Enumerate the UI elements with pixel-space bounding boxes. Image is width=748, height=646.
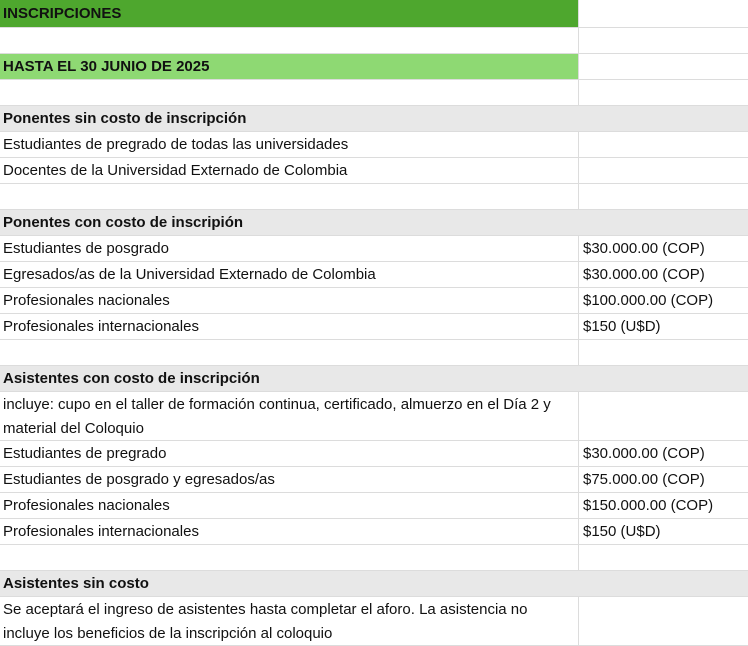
empty-cell[interactable] xyxy=(578,28,748,53)
empty-cell[interactable] xyxy=(578,571,748,596)
section-heading-row[interactable] xyxy=(0,210,748,236)
table-row[interactable] xyxy=(0,314,748,340)
label-cell[interactable]: Profesionales internacionales xyxy=(3,523,199,540)
price-cell[interactable]: $100.000.00 (COP) xyxy=(578,288,748,313)
empty-cell[interactable] xyxy=(578,545,748,570)
title-cell[interactable]: INSCRIPCIONES xyxy=(0,0,578,27)
empty-cell[interactable] xyxy=(0,184,578,209)
section-heading[interactable]: Asistentes sin costo xyxy=(0,571,578,596)
empty-cell[interactable] xyxy=(578,392,748,440)
section-heading[interactable]: Ponentes sin costo de inscripción xyxy=(0,106,578,131)
empty-cell[interactable] xyxy=(0,28,578,53)
empty-cell[interactable] xyxy=(578,597,748,645)
price-cell[interactable]: $30.000.00 (COP) xyxy=(578,441,748,466)
label-cell[interactable]: Estudiantes de pregrado xyxy=(3,445,167,462)
label-cell[interactable]: Profesionales nacionales xyxy=(3,292,170,309)
table-row[interactable] xyxy=(0,493,748,519)
section-heading-row[interactable] xyxy=(0,106,748,132)
deadline-cell[interactable]: HASTA EL 30 JUNIO DE 2025 xyxy=(0,54,578,79)
table-row[interactable] xyxy=(0,288,748,314)
empty-row[interactable] xyxy=(0,80,748,106)
empty-cell[interactable] xyxy=(578,340,748,365)
note-row[interactable] xyxy=(0,392,748,441)
empty-cell[interactable] xyxy=(0,545,578,570)
empty-cell[interactable] xyxy=(578,106,748,131)
empty-cell[interactable] xyxy=(578,184,748,209)
price-cell[interactable]: $30.000.00 (COP) xyxy=(578,262,748,287)
table-row[interactable] xyxy=(0,158,748,184)
empty-row[interactable] xyxy=(0,545,748,571)
table-row[interactable] xyxy=(0,519,748,545)
table-row[interactable] xyxy=(0,262,748,288)
title-row[interactable] xyxy=(0,0,748,28)
table-row[interactable] xyxy=(0,236,748,262)
price-cell[interactable]: $150.000.00 (COP) xyxy=(578,493,748,518)
label-cell[interactable]: Estudiantes de pregrado de todas las universidades xyxy=(3,136,349,153)
label-cell[interactable]: Egresados/as de la Universidad Externado de Colombia xyxy=(3,266,376,283)
section-heading[interactable]: Ponentes con costo de inscripión xyxy=(0,210,578,235)
label-cell[interactable]: Estudiantes de posgrado xyxy=(3,240,169,257)
empty-cell[interactable] xyxy=(578,80,748,105)
empty-row[interactable] xyxy=(0,28,748,54)
label-cell[interactable]: Profesionales internacionales xyxy=(3,318,199,335)
table-row[interactable] xyxy=(0,132,748,158)
section-heading[interactable]: Asistentes con costo de inscripción xyxy=(0,366,578,391)
empty-cell[interactable] xyxy=(578,54,748,79)
label-cell[interactable]: Profesionales nacionales xyxy=(3,497,170,514)
section-heading-row[interactable] xyxy=(0,366,748,392)
empty-cell[interactable] xyxy=(578,366,748,391)
price-cell[interactable]: $75.000.00 (COP) xyxy=(578,467,748,492)
price-cell[interactable]: $150 (U$D) xyxy=(578,314,748,339)
note-cell[interactable]: incluye: cupo en el taller de formación continua, certificado, almuerzo en el Día 2 y material del Coloquio xyxy=(3,396,551,437)
price-cell[interactable] xyxy=(578,132,748,157)
label-cell[interactable]: Docentes de la Universidad Externado de Colombia xyxy=(3,162,348,179)
label-cell[interactable]: Estudiantes de posgrado y egresados/as xyxy=(3,471,275,488)
price-cell[interactable]: $150 (U$D) xyxy=(578,519,748,544)
empty-cell[interactable] xyxy=(578,0,748,27)
section-heading-row[interactable] xyxy=(0,571,748,597)
empty-cell[interactable] xyxy=(0,80,578,105)
price-cell[interactable] xyxy=(578,158,748,183)
note-cell[interactable]: Se aceptará el ingreso de asistentes hasta completar el aforo. La asistencia no incluye los beneficios de la inscripción al coloquio xyxy=(3,601,528,642)
empty-row[interactable] xyxy=(0,340,748,366)
empty-cell[interactable] xyxy=(578,210,748,235)
note-row[interactable] xyxy=(0,597,748,646)
empty-cell[interactable] xyxy=(0,340,578,365)
table-row[interactable] xyxy=(0,441,748,467)
deadline-row[interactable] xyxy=(0,54,748,80)
empty-row[interactable] xyxy=(0,184,748,210)
price-cell[interactable]: $30.000.00 (COP) xyxy=(578,236,748,261)
table-row[interactable] xyxy=(0,467,748,493)
